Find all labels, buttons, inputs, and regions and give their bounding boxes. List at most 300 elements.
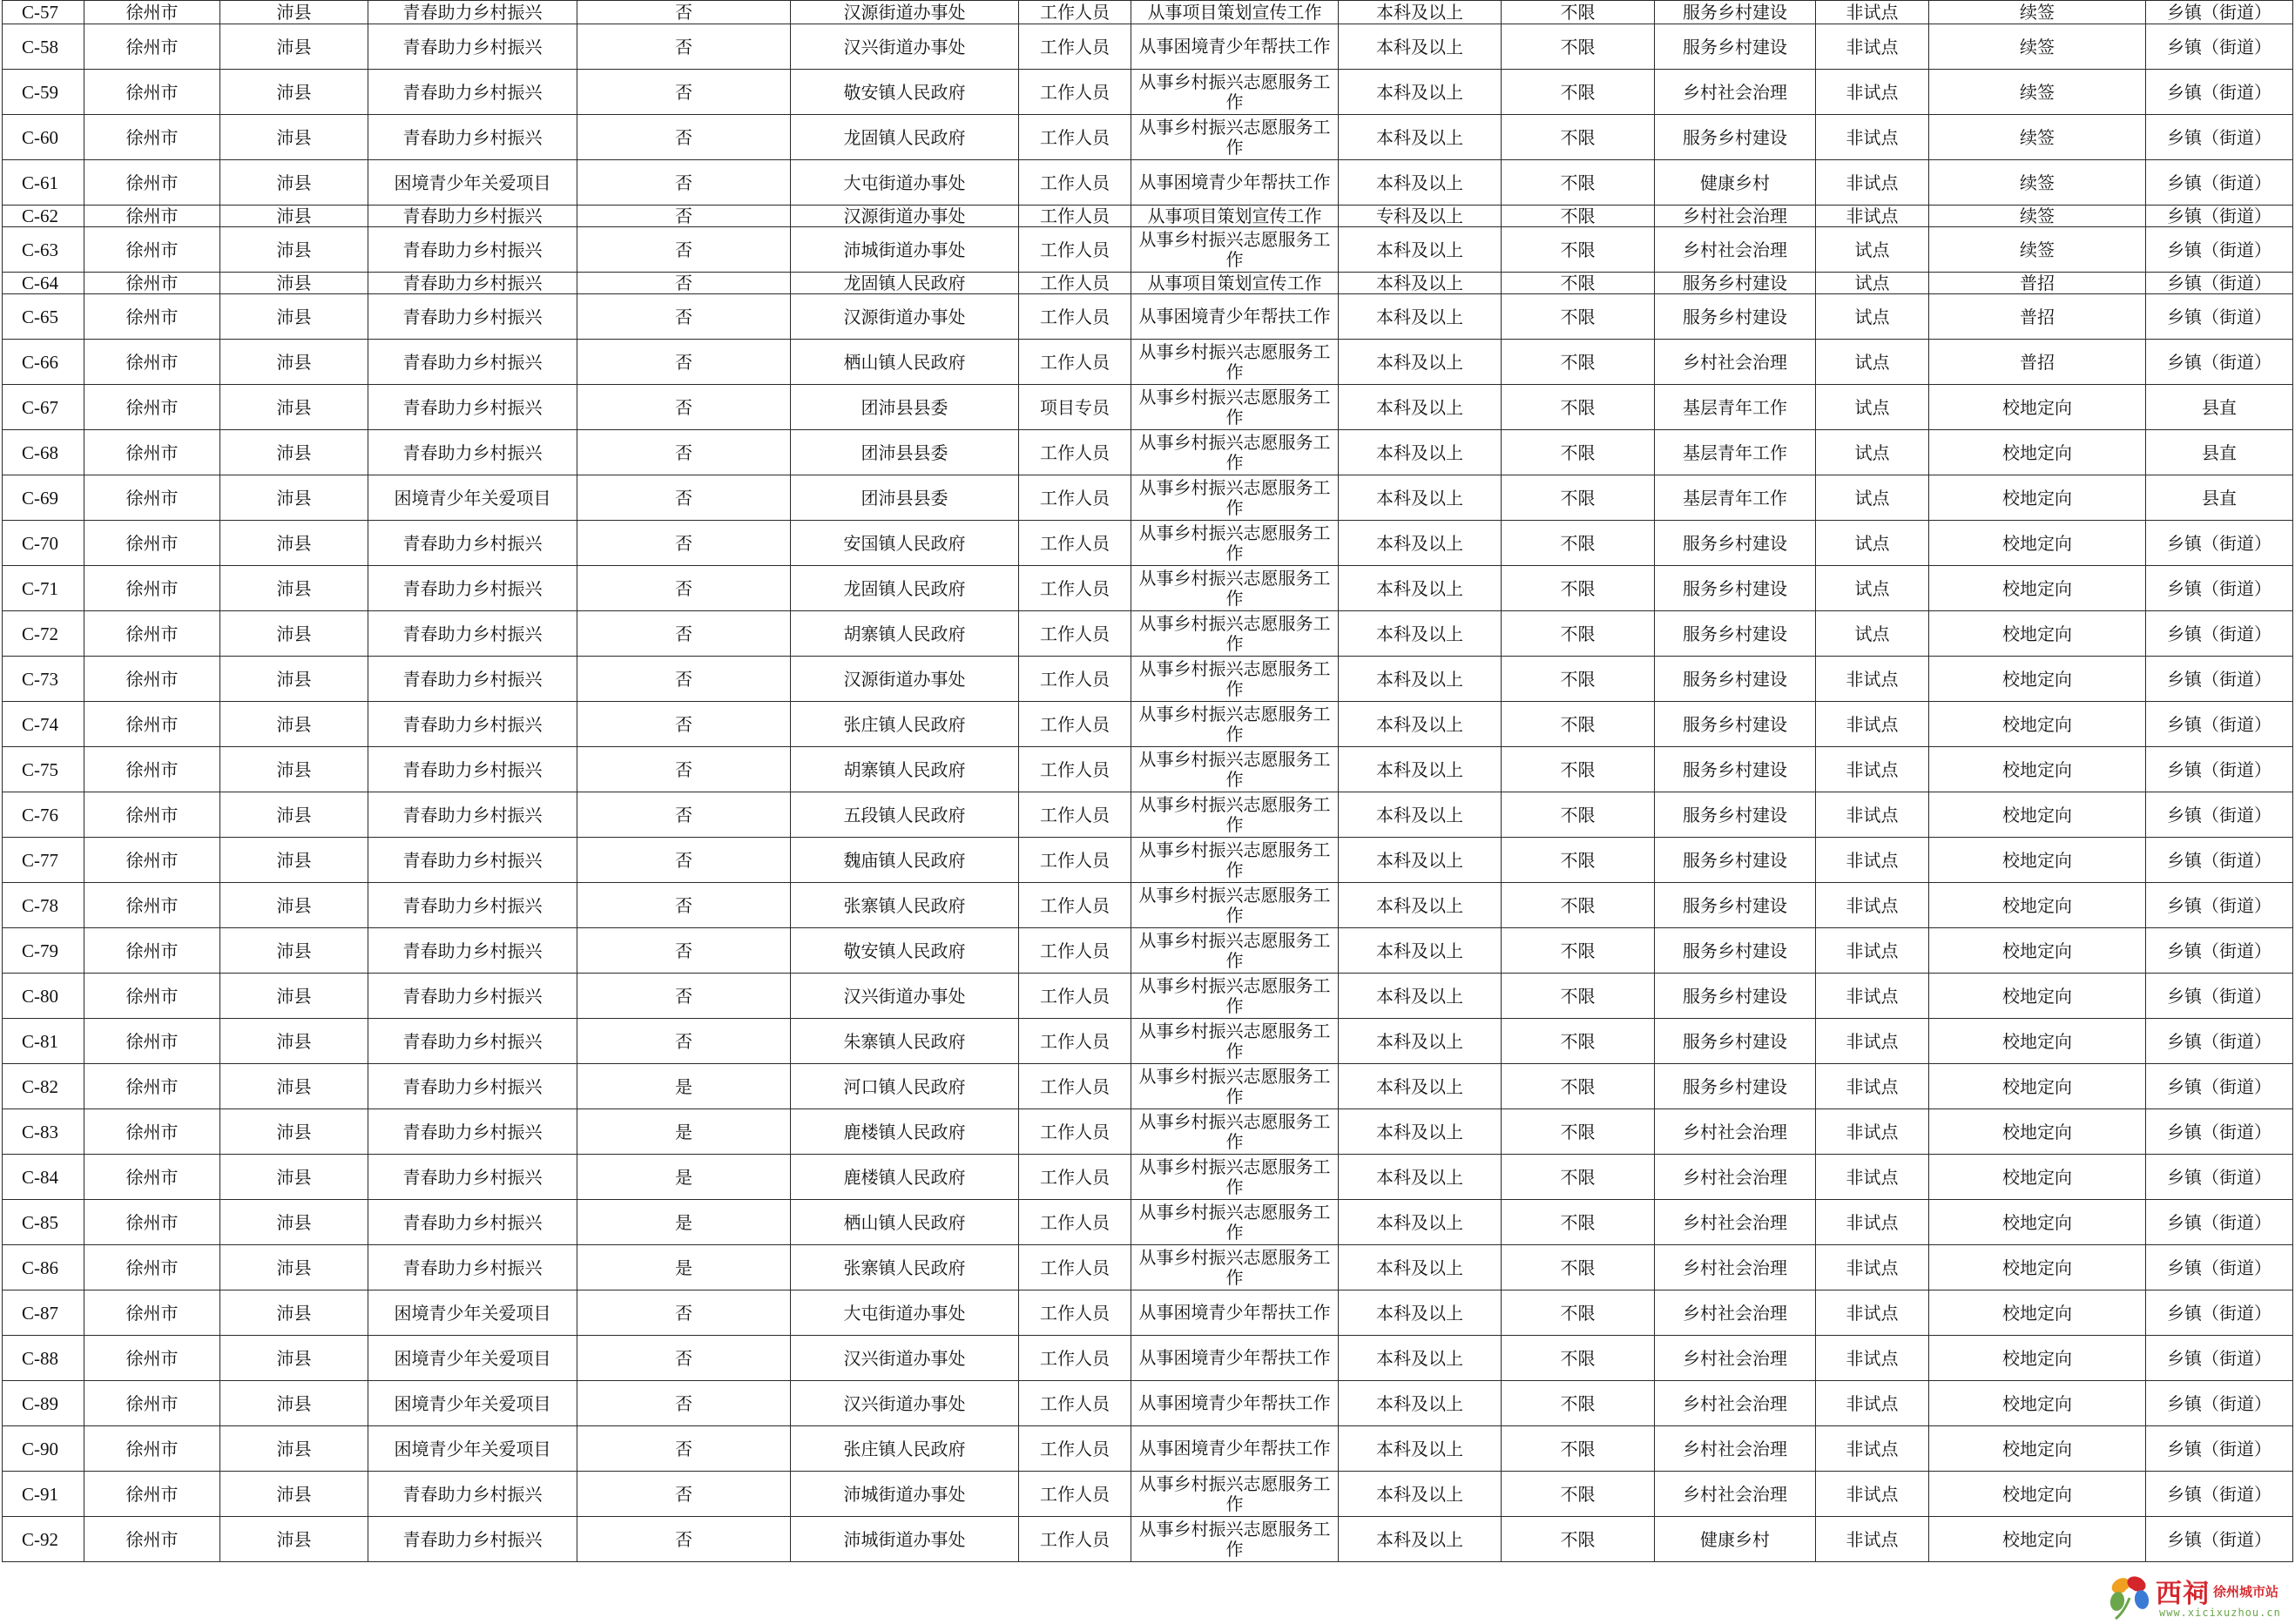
cell-position-code: C-66 [3, 340, 84, 385]
cell-remote-flag: 否 [577, 160, 791, 206]
cell-remote-flag: 否 [577, 928, 791, 974]
cell-county: 沛县 [220, 206, 368, 227]
cell-project-name: 青春助力乡村振兴 [368, 385, 577, 430]
cell-pilot-status: 非试点 [1816, 838, 1929, 883]
cell-position-code: C-64 [3, 273, 84, 294]
cell-major: 不限 [1502, 294, 1655, 340]
table-row [3, 838, 2293, 883]
cell-duty: 从事乡村振兴志愿服务工作 [1131, 974, 1339, 1019]
cell-host-unit: 胡寨镇人民政府 [791, 747, 1019, 792]
cell-project-name: 青春助力乡村振兴 [368, 611, 577, 657]
cell-host-unit: 汉源街道办事处 [791, 1, 1019, 24]
cell-duty: 从事乡村振兴志愿服务工作 [1131, 747, 1339, 792]
table-row [3, 928, 2293, 974]
cell-major: 不限 [1502, 702, 1655, 747]
cell-post-level: 县直 [2146, 475, 2293, 521]
cell-position-code: C-87 [3, 1290, 84, 1336]
cell-pilot-status: 非试点 [1816, 1336, 1929, 1381]
cell-county: 沛县 [220, 1426, 368, 1472]
cell-project-name: 困境青少年关爱项目 [368, 475, 577, 521]
cell-service-field: 基层青年工作 [1655, 475, 1816, 521]
cell-county: 沛县 [220, 928, 368, 974]
cell-major: 不限 [1502, 1, 1655, 24]
cell-pilot-status: 非试点 [1816, 1381, 1929, 1426]
cell-service-field: 乡村社会治理 [1655, 1245, 1816, 1290]
cell-major: 不限 [1502, 883, 1655, 928]
table-row [3, 1200, 2293, 1245]
cell-city: 徐州市 [84, 227, 220, 273]
cell-city: 徐州市 [84, 1517, 220, 1562]
cell-duty: 从事困境青少年帮扶工作 [1131, 1336, 1339, 1381]
cell-recruit-type: 校地定向 [1929, 883, 2146, 928]
cell-county: 沛县 [220, 227, 368, 273]
cell-role: 工作人员 [1019, 1426, 1131, 1472]
cell-major: 不限 [1502, 838, 1655, 883]
table-row [3, 792, 2293, 838]
cell-pilot-status: 非试点 [1816, 702, 1929, 747]
table-row [3, 115, 2293, 160]
cell-post-level: 乡镇（街道） [2146, 1290, 2293, 1336]
cell-recruit-type: 校地定向 [1929, 974, 2146, 1019]
cell-city: 徐州市 [84, 1064, 220, 1109]
cell-duty: 从事乡村振兴志愿服务工作 [1131, 1517, 1339, 1562]
table-row [3, 747, 2293, 792]
cell-city: 徐州市 [84, 611, 220, 657]
cell-county: 沛县 [220, 1517, 368, 1562]
cell-education: 本科及以上 [1339, 1426, 1502, 1472]
cell-post-level: 县直 [2146, 385, 2293, 430]
cell-role: 工作人员 [1019, 1200, 1131, 1245]
cell-remote-flag: 否 [577, 974, 791, 1019]
cell-role: 工作人员 [1019, 1, 1131, 24]
cell-duty: 从事乡村振兴志愿服务工作 [1131, 702, 1339, 747]
cell-remote-flag: 否 [577, 1472, 791, 1517]
cell-major: 不限 [1502, 1472, 1655, 1517]
cell-duty: 从事乡村振兴志愿服务工作 [1131, 792, 1339, 838]
cell-pilot-status: 试点 [1816, 385, 1929, 430]
cell-host-unit: 汉兴街道办事处 [791, 974, 1019, 1019]
cell-recruit-type: 校地定向 [1929, 1245, 2146, 1290]
cell-service-field: 健康乡村 [1655, 160, 1816, 206]
cell-county: 沛县 [220, 115, 368, 160]
cell-position-code: C-74 [3, 702, 84, 747]
cell-project-name: 困境青少年关爱项目 [368, 160, 577, 206]
cell-post-level: 乡镇（街道） [2146, 1336, 2293, 1381]
cell-host-unit: 张寨镇人民政府 [791, 883, 1019, 928]
cell-service-field: 服务乡村建设 [1655, 1, 1816, 24]
cell-remote-flag: 是 [577, 1064, 791, 1109]
cell-recruit-type: 校地定向 [1929, 792, 2146, 838]
cell-post-level: 乡镇（街道） [2146, 160, 2293, 206]
cell-project-name: 青春助力乡村振兴 [368, 657, 577, 702]
table-row [3, 883, 2293, 928]
cell-service-field: 乡村社会治理 [1655, 1109, 1816, 1155]
cell-major: 不限 [1502, 611, 1655, 657]
cell-project-name: 青春助力乡村振兴 [368, 838, 577, 883]
cell-pilot-status: 非试点 [1816, 1019, 1929, 1064]
cell-post-level: 乡镇（街道） [2146, 340, 2293, 385]
cell-county: 沛县 [220, 160, 368, 206]
cell-education: 本科及以上 [1339, 974, 1502, 1019]
cell-duty: 从事乡村振兴志愿服务工作 [1131, 1472, 1339, 1517]
cell-duty: 从事困境青少年帮扶工作 [1131, 1290, 1339, 1336]
cell-post-level: 乡镇（街道） [2146, 1517, 2293, 1562]
cell-host-unit: 河口镇人民政府 [791, 1064, 1019, 1109]
cell-city: 徐州市 [84, 1290, 220, 1336]
cell-major: 不限 [1502, 24, 1655, 70]
cell-remote-flag: 否 [577, 294, 791, 340]
cell-county: 沛县 [220, 1, 368, 24]
cell-recruit-type: 续签 [1929, 160, 2146, 206]
cell-pilot-status: 非试点 [1816, 24, 1929, 70]
cell-education: 本科及以上 [1339, 521, 1502, 566]
cell-recruit-type: 普招 [1929, 294, 2146, 340]
cell-role: 工作人员 [1019, 747, 1131, 792]
cell-host-unit: 张庄镇人民政府 [791, 1426, 1019, 1472]
cell-duty: 从事乡村振兴志愿服务工作 [1131, 1109, 1339, 1155]
cell-recruit-type: 校地定向 [1929, 1426, 2146, 1472]
cell-education: 本科及以上 [1339, 475, 1502, 521]
cell-position-code: C-58 [3, 24, 84, 70]
cell-service-field: 乡村社会治理 [1655, 1290, 1816, 1336]
cell-major: 不限 [1502, 1336, 1655, 1381]
table-row [3, 430, 2293, 475]
cell-project-name: 青春助力乡村振兴 [368, 1245, 577, 1290]
cell-education: 本科及以上 [1339, 1064, 1502, 1109]
table-row [3, 340, 2293, 385]
cell-pilot-status: 非试点 [1816, 160, 1929, 206]
cell-major: 不限 [1502, 1155, 1655, 1200]
cell-major: 不限 [1502, 1426, 1655, 1472]
cell-post-level: 乡镇（街道） [2146, 1245, 2293, 1290]
table-row [3, 702, 2293, 747]
cell-remote-flag: 否 [577, 475, 791, 521]
cell-education: 本科及以上 [1339, 792, 1502, 838]
cell-post-level: 乡镇（街道） [2146, 1472, 2293, 1517]
cell-project-name: 困境青少年关爱项目 [368, 1426, 577, 1472]
cell-city: 徐州市 [84, 883, 220, 928]
cell-host-unit: 龙固镇人民政府 [791, 566, 1019, 611]
cell-county: 沛县 [220, 294, 368, 340]
cell-position-code: C-84 [3, 1155, 84, 1200]
cell-county: 沛县 [220, 475, 368, 521]
cell-city: 徐州市 [84, 206, 220, 227]
cell-service-field: 服务乡村建设 [1655, 974, 1816, 1019]
cell-remote-flag: 是 [577, 1245, 791, 1290]
table-row [3, 521, 2293, 566]
cell-service-field: 基层青年工作 [1655, 385, 1816, 430]
cell-county: 沛县 [220, 1381, 368, 1426]
cell-remote-flag: 否 [577, 747, 791, 792]
cell-position-code: C-69 [3, 475, 84, 521]
cell-duty: 从事乡村振兴志愿服务工作 [1131, 1200, 1339, 1245]
cell-project-name: 青春助力乡村振兴 [368, 747, 577, 792]
cell-city: 徐州市 [84, 273, 220, 294]
cell-recruit-type: 普招 [1929, 273, 2146, 294]
cell-recruit-type: 校地定向 [1929, 1200, 2146, 1245]
cell-project-name: 青春助力乡村振兴 [368, 521, 577, 566]
cell-project-name: 青春助力乡村振兴 [368, 340, 577, 385]
cell-service-field: 服务乡村建设 [1655, 702, 1816, 747]
cell-remote-flag: 否 [577, 883, 791, 928]
cell-pilot-status: 试点 [1816, 273, 1929, 294]
cell-duty: 从事困境青少年帮扶工作 [1131, 24, 1339, 70]
cell-post-level: 乡镇（街道） [2146, 227, 2293, 273]
cell-major: 不限 [1502, 566, 1655, 611]
cell-duty: 从事乡村振兴志愿服务工作 [1131, 70, 1339, 115]
cell-position-code: C-86 [3, 1245, 84, 1290]
cell-recruit-type: 校地定向 [1929, 1336, 2146, 1381]
cell-city: 徐州市 [84, 702, 220, 747]
cell-post-level: 乡镇（街道） [2146, 883, 2293, 928]
cell-post-level: 乡镇（街道） [2146, 657, 2293, 702]
cell-recruit-type: 校地定向 [1929, 385, 2146, 430]
cell-role: 工作人员 [1019, 24, 1131, 70]
cell-position-code: C-83 [3, 1109, 84, 1155]
cell-project-name: 青春助力乡村振兴 [368, 115, 577, 160]
cell-remote-flag: 否 [577, 385, 791, 430]
cell-city: 徐州市 [84, 1019, 220, 1064]
cell-service-field: 乡村社会治理 [1655, 1472, 1816, 1517]
cell-city: 徐州市 [84, 747, 220, 792]
cell-education: 本科及以上 [1339, 340, 1502, 385]
cell-post-level: 乡镇（街道） [2146, 1019, 2293, 1064]
cell-city: 徐州市 [84, 838, 220, 883]
cell-position-code: C-76 [3, 792, 84, 838]
cell-city: 徐州市 [84, 430, 220, 475]
cell-post-level: 乡镇（街道） [2146, 24, 2293, 70]
cell-duty: 从事困境青少年帮扶工作 [1131, 1426, 1339, 1472]
cell-position-code: C-85 [3, 1200, 84, 1245]
cell-host-unit: 沛城街道办事处 [791, 1517, 1019, 1562]
cell-city: 徐州市 [84, 928, 220, 974]
cell-recruit-type: 续签 [1929, 227, 2146, 273]
cell-project-name: 青春助力乡村振兴 [368, 974, 577, 1019]
cell-role: 工作人员 [1019, 1517, 1131, 1562]
cell-position-code: C-65 [3, 294, 84, 340]
cell-city: 徐州市 [84, 1155, 220, 1200]
cell-county: 沛县 [220, 1019, 368, 1064]
cell-city: 徐州市 [84, 792, 220, 838]
cell-county: 沛县 [220, 974, 368, 1019]
cell-host-unit: 龙固镇人民政府 [791, 115, 1019, 160]
table-row [3, 1290, 2293, 1336]
cell-post-level: 乡镇（街道） [2146, 1109, 2293, 1155]
table-row [3, 1336, 2293, 1381]
table-row [3, 1381, 2293, 1426]
cell-remote-flag: 否 [577, 1019, 791, 1064]
cell-pilot-status: 试点 [1816, 227, 1929, 273]
table-row [3, 1517, 2293, 1562]
cell-service-field: 服务乡村建设 [1655, 294, 1816, 340]
cell-project-name: 青春助力乡村振兴 [368, 1155, 577, 1200]
cell-duty: 从事乡村振兴志愿服务工作 [1131, 1155, 1339, 1200]
table-row [3, 657, 2293, 702]
cell-remote-flag: 否 [577, 1517, 791, 1562]
cell-host-unit: 汉兴街道办事处 [791, 1381, 1019, 1426]
cell-service-field: 乡村社会治理 [1655, 1381, 1816, 1426]
cell-role: 工作人员 [1019, 70, 1131, 115]
cell-remote-flag: 否 [577, 566, 791, 611]
cell-remote-flag: 是 [577, 1109, 791, 1155]
cell-education: 本科及以上 [1339, 702, 1502, 747]
cell-major: 不限 [1502, 521, 1655, 566]
cell-major: 不限 [1502, 657, 1655, 702]
cell-pilot-status: 非试点 [1816, 792, 1929, 838]
cell-remote-flag: 是 [577, 1155, 791, 1200]
cell-post-level: 乡镇（街道） [2146, 702, 2293, 747]
cell-county: 沛县 [220, 1336, 368, 1381]
cell-position-code: C-90 [3, 1426, 84, 1472]
cell-county: 沛县 [220, 1245, 368, 1290]
cell-host-unit: 汉兴街道办事处 [791, 1336, 1019, 1381]
cell-city: 徐州市 [84, 70, 220, 115]
cell-education: 本科及以上 [1339, 1200, 1502, 1245]
cell-county: 沛县 [220, 70, 368, 115]
cell-post-level: 乡镇（街道） [2146, 273, 2293, 294]
cell-host-unit: 团沛县县委 [791, 475, 1019, 521]
cell-service-field: 服务乡村建设 [1655, 24, 1816, 70]
cell-education: 专科及以上 [1339, 206, 1502, 227]
cell-major: 不限 [1502, 1381, 1655, 1426]
cell-post-level: 乡镇（街道） [2146, 838, 2293, 883]
cell-position-code: C-67 [3, 385, 84, 430]
site-watermark [2102, 1568, 2292, 1622]
cell-county: 沛县 [220, 747, 368, 792]
cell-major: 不限 [1502, 1064, 1655, 1109]
cell-role: 工作人员 [1019, 1336, 1131, 1381]
cell-recruit-type: 续签 [1929, 115, 2146, 160]
cell-project-name: 青春助力乡村振兴 [368, 792, 577, 838]
cell-host-unit: 汉源街道办事处 [791, 294, 1019, 340]
cell-host-unit: 张寨镇人民政府 [791, 1245, 1019, 1290]
cell-host-unit: 大屯街道办事处 [791, 160, 1019, 206]
cell-remote-flag: 否 [577, 24, 791, 70]
cell-duty: 从事乡村振兴志愿服务工作 [1131, 1019, 1339, 1064]
cell-project-name: 青春助力乡村振兴 [368, 566, 577, 611]
table-row [3, 1064, 2293, 1109]
cell-remote-flag: 否 [577, 657, 791, 702]
cell-project-name: 青春助力乡村振兴 [368, 883, 577, 928]
cell-major: 不限 [1502, 1245, 1655, 1290]
cell-city: 徐州市 [84, 1109, 220, 1155]
cell-host-unit: 龙固镇人民政府 [791, 273, 1019, 294]
position-table [2, 0, 2293, 1562]
cell-duty: 从事项目策划宣传工作 [1131, 273, 1339, 294]
cell-duty: 从事乡村振兴志愿服务工作 [1131, 1245, 1339, 1290]
cell-education: 本科及以上 [1339, 24, 1502, 70]
cell-role: 工作人员 [1019, 1290, 1131, 1336]
cell-duty: 从事乡村振兴志愿服务工作 [1131, 883, 1339, 928]
cell-city: 徐州市 [84, 566, 220, 611]
cell-host-unit: 敬安镇人民政府 [791, 928, 1019, 974]
cell-education: 本科及以上 [1339, 611, 1502, 657]
cell-education: 本科及以上 [1339, 1336, 1502, 1381]
cell-city: 徐州市 [84, 1336, 220, 1381]
table-row [3, 1, 2293, 24]
table-row [3, 1019, 2293, 1064]
cell-post-level: 乡镇（街道） [2146, 747, 2293, 792]
cell-role: 工作人员 [1019, 1155, 1131, 1200]
cell-pilot-status: 非试点 [1816, 115, 1929, 160]
cell-county: 沛县 [220, 1290, 368, 1336]
cell-education: 本科及以上 [1339, 1381, 1502, 1426]
cell-education: 本科及以上 [1339, 294, 1502, 340]
cell-service-field: 服务乡村建设 [1655, 747, 1816, 792]
cell-post-level: 乡镇（街道） [2146, 792, 2293, 838]
cell-duty: 从事困境青少年帮扶工作 [1131, 160, 1339, 206]
cell-host-unit: 鹿楼镇人民政府 [791, 1109, 1019, 1155]
cell-position-code: C-62 [3, 206, 84, 227]
cell-county: 沛县 [220, 430, 368, 475]
cell-education: 本科及以上 [1339, 1019, 1502, 1064]
cell-duty: 从事乡村振兴志愿服务工作 [1131, 475, 1339, 521]
cell-post-level: 乡镇（街道） [2146, 566, 2293, 611]
cell-recruit-type: 校地定向 [1929, 1155, 2146, 1200]
recruitment-table-sheet [2, 0, 2293, 1562]
cell-post-level: 乡镇（街道） [2146, 70, 2293, 115]
cell-county: 沛县 [220, 611, 368, 657]
flower-pinwheel-logo-icon [2102, 1570, 2157, 1621]
cell-recruit-type: 校地定向 [1929, 657, 2146, 702]
cell-duty: 从事困境青少年帮扶工作 [1131, 1381, 1339, 1426]
cell-pilot-status: 非试点 [1816, 1245, 1929, 1290]
cell-recruit-type: 校地定向 [1929, 521, 2146, 566]
cell-education: 本科及以上 [1339, 928, 1502, 974]
cell-service-field: 服务乡村建设 [1655, 521, 1816, 566]
cell-major: 不限 [1502, 747, 1655, 792]
watermark-title: 西祠 [2156, 1579, 2210, 1609]
cell-post-level: 乡镇（街道） [2146, 1426, 2293, 1472]
cell-host-unit: 沛城街道办事处 [791, 1472, 1019, 1517]
cell-position-code: C-72 [3, 611, 84, 657]
cell-project-name: 青春助力乡村振兴 [368, 1472, 577, 1517]
cell-post-level: 乡镇（街道） [2146, 1381, 2293, 1426]
cell-remote-flag: 否 [577, 611, 791, 657]
cell-host-unit: 栖山镇人民政府 [791, 340, 1019, 385]
cell-host-unit: 团沛县县委 [791, 385, 1019, 430]
cell-position-code: C-78 [3, 883, 84, 928]
cell-recruit-type: 普招 [1929, 340, 2146, 385]
cell-role: 工作人员 [1019, 792, 1131, 838]
cell-role: 工作人员 [1019, 1109, 1131, 1155]
cell-position-code: C-91 [3, 1472, 84, 1517]
cell-pilot-status: 非试点 [1816, 1200, 1929, 1245]
cell-city: 徐州市 [84, 475, 220, 521]
cell-recruit-type: 校地定向 [1929, 611, 2146, 657]
cell-duty: 从事乡村振兴志愿服务工作 [1131, 227, 1339, 273]
cell-role: 工作人员 [1019, 702, 1131, 747]
cell-pilot-status: 试点 [1816, 294, 1929, 340]
cell-service-field: 服务乡村建设 [1655, 792, 1816, 838]
cell-city: 徐州市 [84, 115, 220, 160]
cell-major: 不限 [1502, 1517, 1655, 1562]
table-row [3, 385, 2293, 430]
cell-recruit-type: 续签 [1929, 206, 2146, 227]
cell-role: 工作人员 [1019, 1381, 1131, 1426]
cell-project-name: 青春助力乡村振兴 [368, 206, 577, 227]
cell-duty: 从事项目策划宣传工作 [1131, 1, 1339, 24]
cell-county: 沛县 [220, 838, 368, 883]
cell-county: 沛县 [220, 1064, 368, 1109]
cell-recruit-type: 校地定向 [1929, 1019, 2146, 1064]
cell-major: 不限 [1502, 1290, 1655, 1336]
cell-project-name: 青春助力乡村振兴 [368, 1, 577, 24]
cell-city: 徐州市 [84, 521, 220, 566]
cell-education: 本科及以上 [1339, 657, 1502, 702]
cell-service-field: 服务乡村建设 [1655, 1019, 1816, 1064]
cell-duty: 从事项目策划宣传工作 [1131, 206, 1339, 227]
